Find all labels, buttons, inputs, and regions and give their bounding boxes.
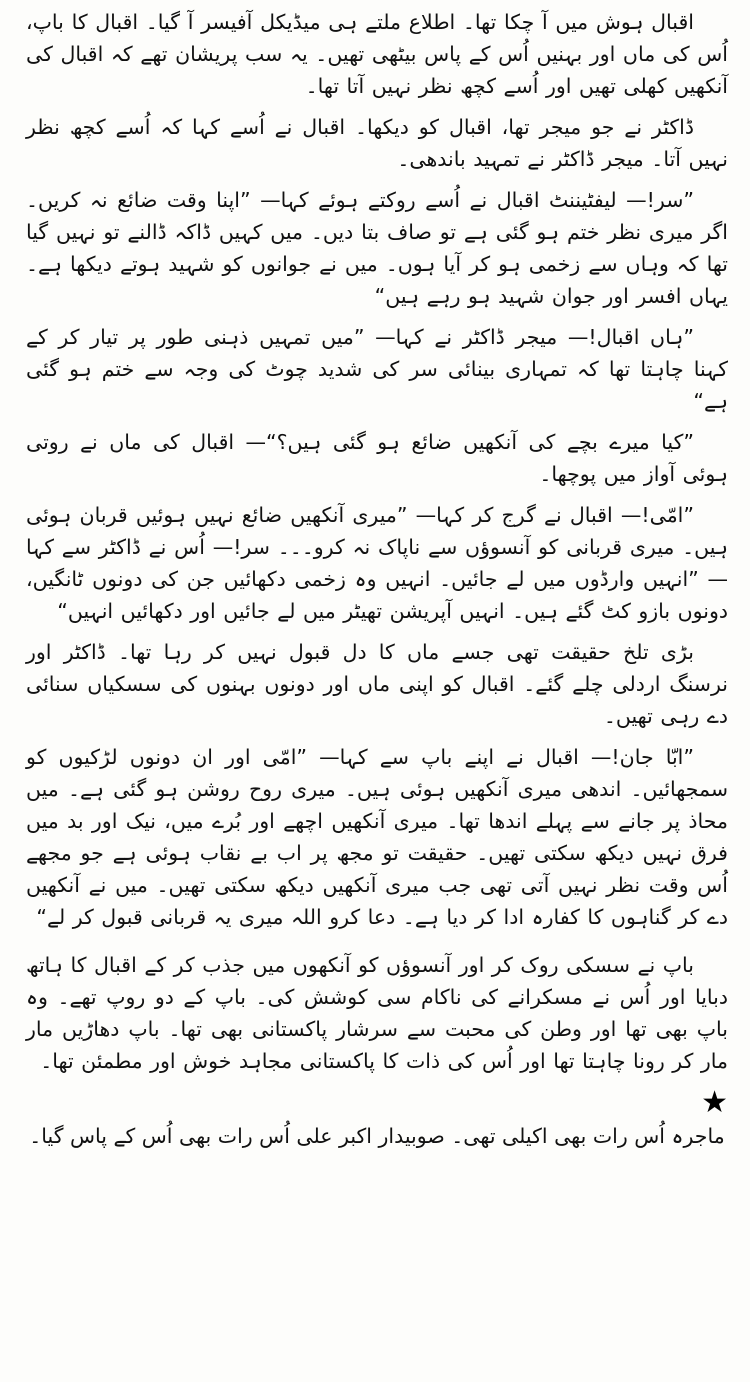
paragraph-1: اقبال ہوش میں آ چکا تھا۔ اطلاع ملتے ہی میڈیکل آفیسر آ گیا۔ اقبال کا باپ، اُس کی ماں اور بہنیں اُس کے پاس بیٹھی تھیں۔ یہ سب پریشان تھے کہ اقبال کی آنکھیں کھلی تھیں اور اُسے کچھ نظر نہیں آتا تھا۔ <box>26 10 728 98</box>
text-column <box>26 6 728 1152</box>
paragraph-2: ڈاکٹر نے جو میجر تھا، اقبال کو دیکھا۔ اقبال نے اُسے کہا کہ اُسے کچھ نظر نہیں آتا۔ میجر ڈاکٹر نے تمہید باندھی۔ <box>26 115 728 171</box>
star-separator-icon: ★ <box>701 1085 728 1120</box>
paragraph-3: ”سر!— لیفٹیننٹ اقبال نے اُسے روکتے ہوئے کہا— ”اپنا وقت ضائع نہ کریں۔ اگر میری نظر ختم ہو گئی ہے تو صاف بتا دیں۔ میں کہیں ڈاکہ ڈالنے تو نہیں گیا تھا کہ وہاں سے زخمی ہو کر آیا ہوں۔ میں نے جوانوں کو شہید ہوتے دیکھا ہے۔ یہاں افسر اور جوان شہید ہو رہے ہیں“ <box>26 188 728 308</box>
paragraph-8: ”ابّا جان!— اقبال نے اپنے باپ سے کہا— ”امّی اور ان دونوں لڑکیوں کو سمجھائیں۔ اندھی میری آنکھیں ہوئی ہیں۔ میری روح روشن ہو گئی ہے۔ میں محاذ پر جانے سے پہلے اندھا تھا۔ میری آنکھیں اچھے اور بُرے میں، نیک اور بد میں فرق نہیں دیکھ سکتی تھیں۔ حقیقت تو مجھ پر اب بے نقاب ہوئی ہے جو مجھے اُس وقت نظر نہیں آتی تھی جب میری آنکھیں دیکھ سکتی تھیں۔ میں نے آنکھیں دے کر گناہوں کا کفارہ ادا کر دیا ہے۔ دعا کرو اللہ میری یہ قربانی قبول کر لے“ <box>26 745 728 929</box>
paragraph-6: ”امّی!— اقبال نے گرج کر کہا— ”میری آنکھیں ضائع نہیں ہوئیں قربان ہوئی ہیں۔ میری قربانی کو آنسوؤں سے ناپاک نہ کرو۔۔۔ سر!— اُس نے ڈاکٹر سے کہا— ”انہیں وارڈوں میں لے جائیں۔ انہیں وہ زخمی دکھائیں جن کی دونوں ٹانگیں، دونوں بازو کٹ گئے ہیں۔ انہیں آپریشن تھیٹر میں لے جائیں اور دکھائیں انہیں“ <box>26 503 728 623</box>
paragraph-5: ”کیا میرے بچے کی آنکھیں ضائع ہو گئی ہیں؟“— اقبال کی ماں نے روتی ہوئی آواز میں پوچھا۔ <box>26 430 728 486</box>
closing-line: ماجرہ اُس رات بھی اکیلی تھی۔ صوبیدار اکبر علی اُس رات بھی اُس کے پاس گیا۔ <box>29 1124 725 1148</box>
paragraph-7: بڑی تلخ حقیقت تھی جسے ماں کا دل قبول نہیں کر رہا تھا۔ ڈاکٹر اور نرسنگ اردلی چلے گئے۔ اقبال کو اپنی ماں اور دونوں بہنوں کی سسکیاں سنائی دے رہی تھیں۔ <box>26 640 728 728</box>
paragraph-4: ”ہاں اقبال!— میجر ڈاکٹر نے کہا— ”میں تمہیں ذہنی طور پر تیار کر کے کہنا چاہتا تھا کہ تمہاری بینائی سر کی شدید چوٹ کی وجہ سے ختم ہو گئی ہے“ <box>26 325 728 413</box>
paragraph-9: باپ نے سسکی روک کر اور آنسوؤں کو آنکھوں میں جذب کر کے اقبال کا ہاتھ دبایا اور اُس نے مسکرانے کی ناکام سی کوشش کی۔ باپ کے دو روپ تھے۔ وہ باپ بھی تھا اور وطن کی محبت سے سرشار پاکستانی بھی تھا۔ باپ دھاڑیں مار مار کر رونا چاہتا تھا اور اُس کی ذات کا پاکستانی مجاہد خوش اور مطمئن تھا۔ <box>26 953 728 1073</box>
